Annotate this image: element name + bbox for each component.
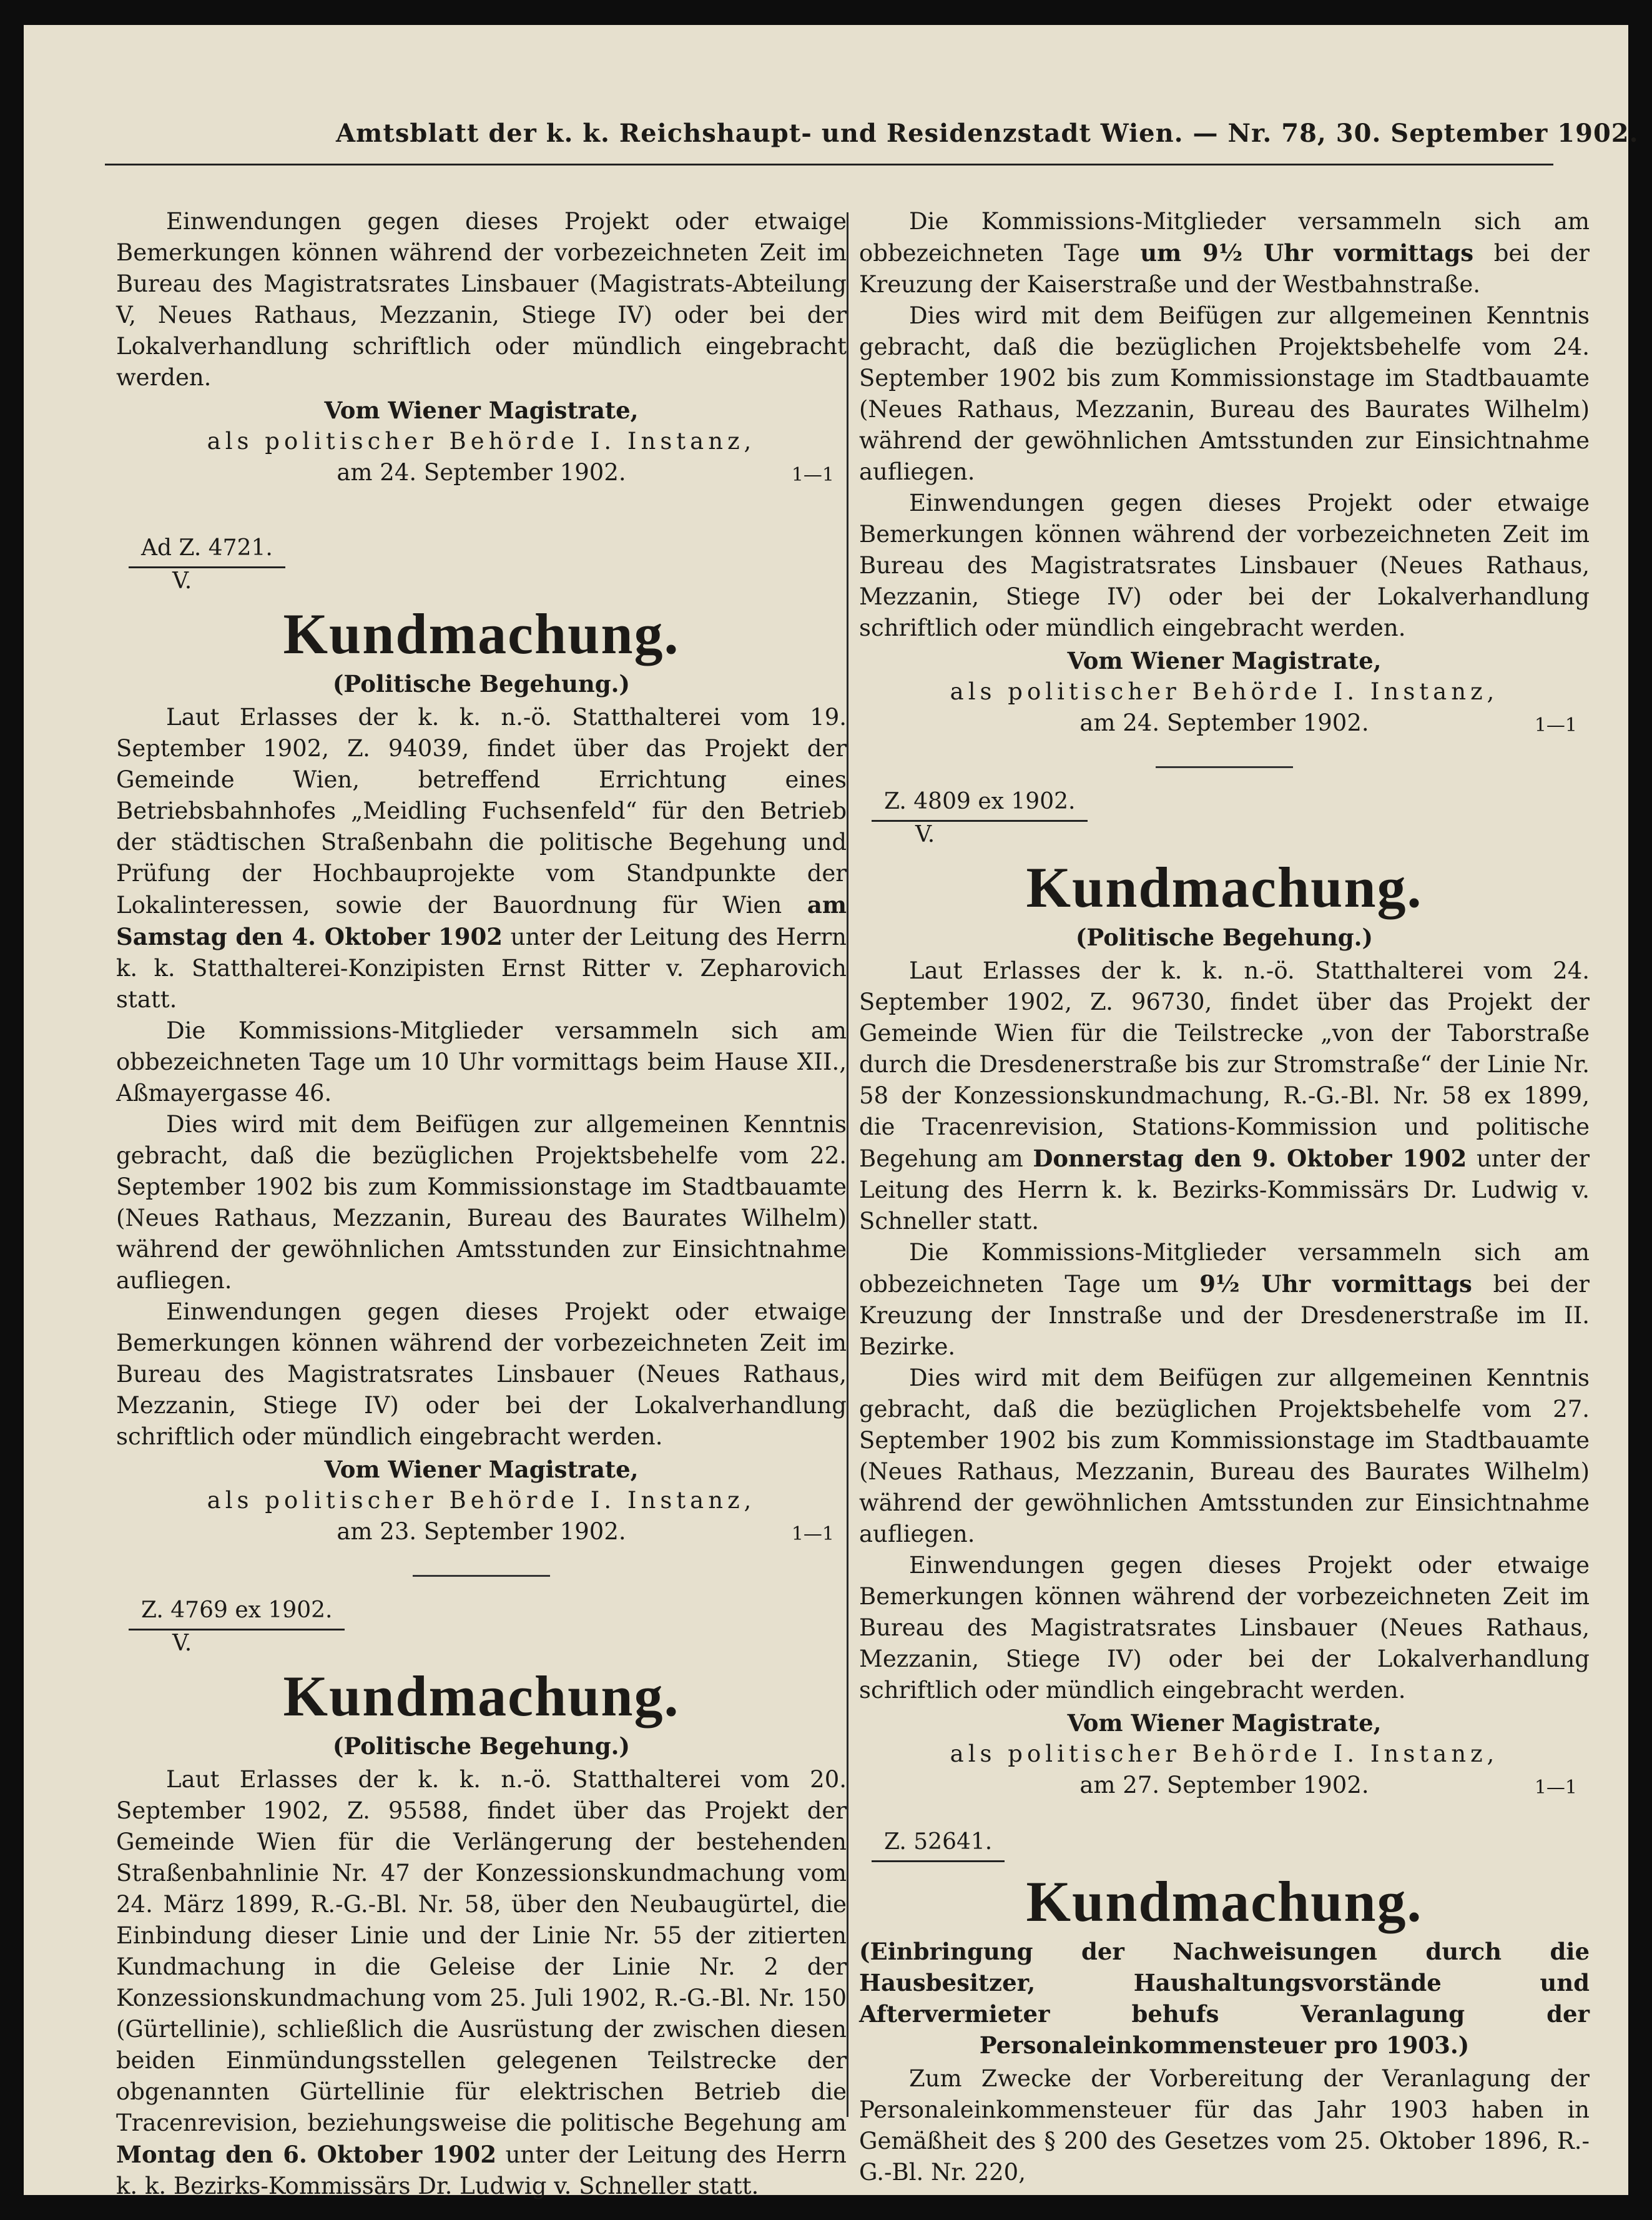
notice-subtitle: (Politische Begehung.): [332, 1732, 631, 1760]
signature-date-line: [116, 1516, 847, 1547]
notice-reference: [129, 532, 847, 594]
page-header: Amtsblatt der k. k. Reichshaupt- und Residenzstadt Wien. — Nr. 78, 30. September 1902.: [336, 119, 1639, 148]
notice-paragraph: Einwendungen gegen dieses Projekt oder etwaige Bemerkungen können während der vorbezeichneten Zeit im Bureau des Magistratsrates Linsbauer (Neues Rathaus, Mezzanin, Stiege IV) oder bei der Lokalverhandlung schriftlich oder mündlich eingebracht werden.: [859, 1552, 1590, 1704]
signature-instance: als politischer Behörde I. Instanz,: [207, 1487, 756, 1514]
newspaper-page: [24, 25, 1639, 2199]
reference-department: V.: [915, 822, 935, 847]
signature-instance: als politischer Behörde I. Instanz,: [950, 678, 1499, 705]
signature-date: am 24. September 1902.: [1079, 709, 1369, 736]
notice-paragraph: Dies wird mit dem Beifügen zur allgemeinen Kenntnis gebracht, daß die bezüglichen Projektsbehelfe vom 22. September 1902 bis zum Kommissionstage im Stadtbauamte (Neues Rathaus, Mezzanin, Bureau des Baurates Wilhelm) während der gewöhnlichen Amtsstunden zur Einsichtnahme aufliegen.: [116, 1111, 847, 1294]
section-separator: [1156, 766, 1293, 768]
signature-instance: als politischer Behörde I. Instanz,: [950, 1740, 1499, 1767]
header-rule: [105, 164, 1553, 165]
insertion-number: 1—1: [791, 464, 834, 486]
reference-department: V.: [172, 1630, 192, 1656]
signature-date: am 27. September 1902.: [1079, 1772, 1369, 1798]
notice-paragraph: Laut Erlasses der k. k. n.-ö. Statthalterei vom 19. September 1902, Z. 94039, findet über das Projekt der Gemeinde Wien, betreffend Errichtung eines Betriebsbahnhofes „Meidling Fuchsenfeld“ für den Betrieb der städtischen Straßenbahn die politische Begehung und Prüfung der Hochbauprojekte vom Standpunkte der Lokalinteressen, sowie der Bauordnung für Wien am Samstag den 4. Oktober 1902 unter der Leitung des Herrn k. k. Statthalterei-Konzipisten Ernst Ritter v. Zepharovich statt.: [116, 704, 847, 1013]
notice-reference: [129, 1594, 847, 1657]
signature-date-line: [116, 457, 847, 488]
notice-paragraph: Laut Erlasses der k. k. n.-ö. Statthalterei vom 20. September 1902, Z. 95588, findet über das Projekt der Gemeinde Wien für die Verlängerung der bestehenden Straßenbahnlinie Nr. 47 der Konzessionskundmachung vom 24. März 1899, R.-G.-Bl. Nr. 58, über den Neubaugürtel, die Einbindung dieser Linie und der Linie Nr. 55 der zitierten Kundmachung in die Geleise der Linie Nr. 2 der Konzessionskundmachung vom 25. Juli 1902, R.-G.-Bl. Nr. 150 (Gürtellinie), schließlich die Ausrüstung der zwischen diesen beiden Einmündungsstellen gelegenen Teilstrecke der obgenannten Gürtellinie für elektrischen Betrieb die Tracenrevision, beziehungsweise die politische Begehung am Montag den 6. Oktober 1902 unter der Leitung des Herrn k. k. Bezirks-Kommissärs Dr. Ludwig v. Schneller statt.: [116, 1766, 847, 2199]
signature-date: am 23. September 1902.: [337, 1518, 626, 1545]
signature-authority: Vom Wiener Magistrate,: [1067, 1709, 1382, 1737]
column-divider: [847, 212, 848, 2117]
notice-paragraph: Einwendungen gegen dieses Projekt oder etwaige Bemerkungen können während der vorbezeichneten Zeit im Bureau des Magistratsrates Linsbauer (Neues Rathaus, Mezzanin, Stiege IV) oder bei der Lokalverhandlung schriftlich oder mündlich eingebracht werden.: [859, 490, 1590, 641]
reference-department: V.: [172, 568, 192, 594]
signature-authority: Vom Wiener Magistrate,: [324, 1456, 639, 1483]
notice-title: Kundmachung.: [283, 602, 680, 666]
signature-date-line: [859, 708, 1590, 739]
insertion-number: 1—1: [1534, 1777, 1577, 1798]
insertion-number: 1—1: [791, 1523, 834, 1545]
notice-subtitle: (Politische Begehung.): [1075, 924, 1374, 951]
notice-paragraph: Dies wird mit dem Beifügen zur allgemeinen Kenntnis gebracht, daß die bezüglichen Projektsbehelfe vom 27. September 1902 bis zum Kommissionstage im Stadtbauamte (Neues Rathaus, Mezzanin, Bureau des Baurates Wilhelm) während der gewöhnlichen Amtsstunden zur Einsichtnahme aufliegen.: [859, 1364, 1590, 1547]
notice-title: Kundmachung.: [1026, 856, 1423, 919]
signature-date-line: [859, 1770, 1590, 1801]
notice-title: Kundmachung.: [283, 1664, 680, 1728]
insertion-number: 1—1: [1534, 714, 1577, 736]
notice-reference: [872, 786, 1590, 848]
notice-title: Kundmachung.: [1026, 1870, 1423, 1933]
notice-paragraph: Die Kommissions-Mitglieder versammeln sich am obbezeichneten Tage um 9½ Uhr vormittags bei der Kreuzung der Kaiserstraße und der Westbahnstraße.: [859, 208, 1590, 298]
notice-paragraph: Zum Zwecke der Vorbereitung der Veranlagung der Personaleinkommensteuer für das Jahr 1903 haben in Gemäßheit des § 200 des Gesetzes vom 25. Oktober 1896, R.-G.-Bl. Nr. 220,: [859, 2065, 1590, 2186]
section-separator: [413, 1575, 550, 1577]
reference-number: Z. 4769 ex 1902.: [129, 1595, 345, 1630]
notice-paragraph: Laut Erlasses der k. k. n.-ö. Statthalterei vom 24. September 1902, Z. 96730, findet über das Projekt der Gemeinde Wien für die Teilstrecke „von der Taborstraße durch die Dresdenerstraße bis zur Stromstraße“ der Linie Nr. 58 der Konzessionskundmachung, R.-G.-Bl. Nr. 58 ex 1899, die Tracenrevision, Stations-Kommission und politische Begehung am Donnerstag den 9. Oktober 1902 unter der Leitung des Herrn k. k. Bezirks-Kommissärs Dr. Ludwig v. Schneller statt.: [859, 957, 1590, 1235]
reference-number: Ad Z. 4721.: [129, 533, 285, 568]
notice-paragraph: Dies wird mit dem Beifügen zur allgemeinen Kenntnis gebracht, daß die bezüglichen Projektsbehelfe vom 24. September 1902 bis zum Kommissionstage im Stadtbauamte (Neues Rathaus, Mezzanin, Bureau des Baurates Wilhelm) während der gewöhnlichen Amtsstunden zur Einsichtnahme aufliegen.: [859, 302, 1590, 485]
notice-subtitle: (Politische Begehung.): [332, 670, 631, 698]
reference-number: Z. 4809 ex 1902.: [872, 786, 1088, 822]
signature-date: am 24. September 1902.: [337, 459, 626, 486]
right-column: [859, 206, 1590, 2188]
signature-authority: Vom Wiener Magistrate,: [1067, 647, 1382, 674]
left-column: [116, 206, 847, 2202]
signature-authority: Vom Wiener Magistrate,: [324, 397, 639, 424]
intro-paragraph: Einwendungen gegen dieses Projekt oder etwaige Bemerkungen können während der vorbezeichneten Zeit im Bureau des Magistratsrates Linsbauer (Magistrats-Abteilung V, Neues Rathaus, Mezzanin, Stiege IV) oder bei der Lokalverhandlung schriftlich oder mündlich eingebracht werden.: [116, 208, 847, 391]
notice-reference: [872, 1826, 1590, 1862]
signature-instance: als politischer Behörde I. Instanz,: [207, 428, 756, 455]
reference-number: Z. 52641.: [872, 1827, 1005, 1862]
notice-paragraph: Die Kommissions-Mitglieder versammeln sich am obbezeichneten Tage um 9½ Uhr vormittags bei der Kreuzung der Innstraße und der Dresdenerstraße im II. Bezirke.: [859, 1239, 1590, 1360]
notice-paragraph: Die Kommissions-Mitglieder versammeln sich am obbezeichneten Tage um 10 Uhr vormittags beim Hause XII., Aßmayergasse 46.: [116, 1017, 847, 1107]
notice-subtitle: (Einbringung der Nachweisungen durch die Hausbesitzer, Haushaltungsvorstände und Aftervermieter behufs Veranlagung der Personaleinkommensteuer pro 1903.): [859, 1938, 1590, 2059]
notice-paragraph: Einwendungen gegen dieses Projekt oder etwaige Bemerkungen können während der vorbezeichneten Zeit im Bureau des Magistratsrates Linsbauer (Neues Rathaus, Mezzanin, Stiege IV) oder bei der Lokalverhandlung schriftlich oder mündlich eingebracht werden.: [116, 1298, 847, 1450]
